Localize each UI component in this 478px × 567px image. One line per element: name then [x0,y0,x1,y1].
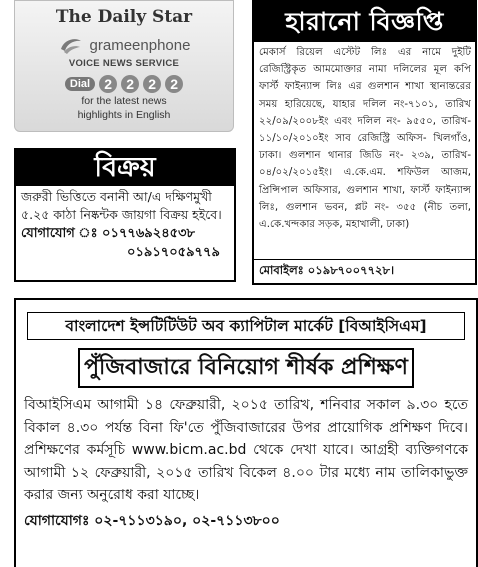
sale-notice-body: জরুরী ভিত্তিতে বনানী আ/এ দক্ষিণমুখী ৫.২৫ কাঠা নিষ্কন্টক জায়গা বিক্রয় হইবে। [21,189,222,222]
bicm-notice [14,298,478,567]
bicm-notice-body: বিআইসিএম আগামী ১৪ ফেব্রুয়ারী, ২০১৫ তারিখ, শনিবার সকাল ৯.৩০ হতে বিকাল ৪.৩০ পর্যন্ত বিনা ফি'তে পুঁজিবাজারের উপর প্রায়োগিক প্রশিক্ষণ দিবে। প্রশিক্ষণের কর্মসূচি www.bicm.ac.bd থেকে দেখা যাবে। আগ্রহী ব্যক্তিগণকে আগামী ১২ ফেব্রুয়ারী, ২০১৫ তারিখ বিকেল ৪.০০ টার মধ্যে নাম তালিকাভুক্ত করার জন্য অনুরোধ করা যাচ্ছে। [24,397,468,503]
lost-notice-body: মেকার্স রিয়েল এস্টেট লিঃ এর নামে দুইটি রেজিস্ট্রিকৃত আমমোক্তার নামা দলিলের মূল কপি ফার্স্ট ফাইন্যান্স লিঃ এর গুলশান শাখা স্থানান্তরের সময় হারিয়েছে, যাহার দলিল নং-৭১০১, তারিখ ২২/০৯/২০০৮ইং এবং দলিল নং- ৯৫৫০, তারিখ- ১১/১০/২০১০ইং সাব রেজিস্ট্রি অফিস- খিলগাঁও, ঢাকা। গুলশান থানার জিডি নং- ২৩৯, তারিখ- ০৪/০২/২০১৫ইং। এ.কে.এম. শফিউল আজম, প্রিন্সিপাল অফিসার, গুলশান শাখা, ফার্স্ট ফাইন্যান্স লিঃ, গুলশান ভবন, প্লট নং- ৩৫৫ (নীচ তলা, এ.কে.খন্দকার সড়ক, মহাখালী, ঢাকা) [259,47,471,231]
grameenphone-logo [15,35,233,55]
sale-notice-contact [16,223,234,263]
grameenphone-brand: grameenphone [89,36,191,54]
news-subline-1: for the latest news [81,95,167,107]
grameenphone-swirl-icon [58,35,84,55]
lost-notice-mobile: মোবাইলঃ ০১৯৮৭০০৭৭২৮। [254,259,475,283]
news-subline-2: highlights in English [77,109,171,121]
daily-star-masthead: The Daily Star [55,7,193,27]
sale-notice-heading: বিক্রয় [16,150,234,186]
dial-digit: 2 [143,75,161,93]
dial-digit: 2 [99,75,117,93]
lost-notice-heading: হারানো বিজ্ঞপ্তি [254,2,475,42]
sale-notice [14,148,236,282]
sale-contact-secondary: ০১৯১৭০৫৯৭৭৯ [127,245,220,260]
dial-digit: 2 [121,75,139,93]
dial-label: Dial [65,77,95,91]
voice-news-service-label: VOICE NEWS SERVICE [68,58,180,69]
dial-digit: 2 [165,75,183,93]
lost-notice [252,0,477,285]
bicm-institute-name: বাংলাদেশ ইন্সটিটিউট অব ক্যাপিটাল মার্কেট [বিআইসিএম] [27,312,465,340]
grameenphone-ad [14,0,234,132]
dial-number [15,75,233,93]
bicm-notice-contact: যোগাযোগঃ ০২-৭১১৩১৯০, ০২-৭১১৩৮০০ [24,512,280,529]
sale-contact-primary: যোগাযোগ ঃ ০১৭৭৬৯২৪৫৩৮ [21,226,195,241]
bicm-training-title: পুঁজিবাজারে বিনিয়োগ শীর্ষক প্রশিক্ষণ [78,348,414,388]
